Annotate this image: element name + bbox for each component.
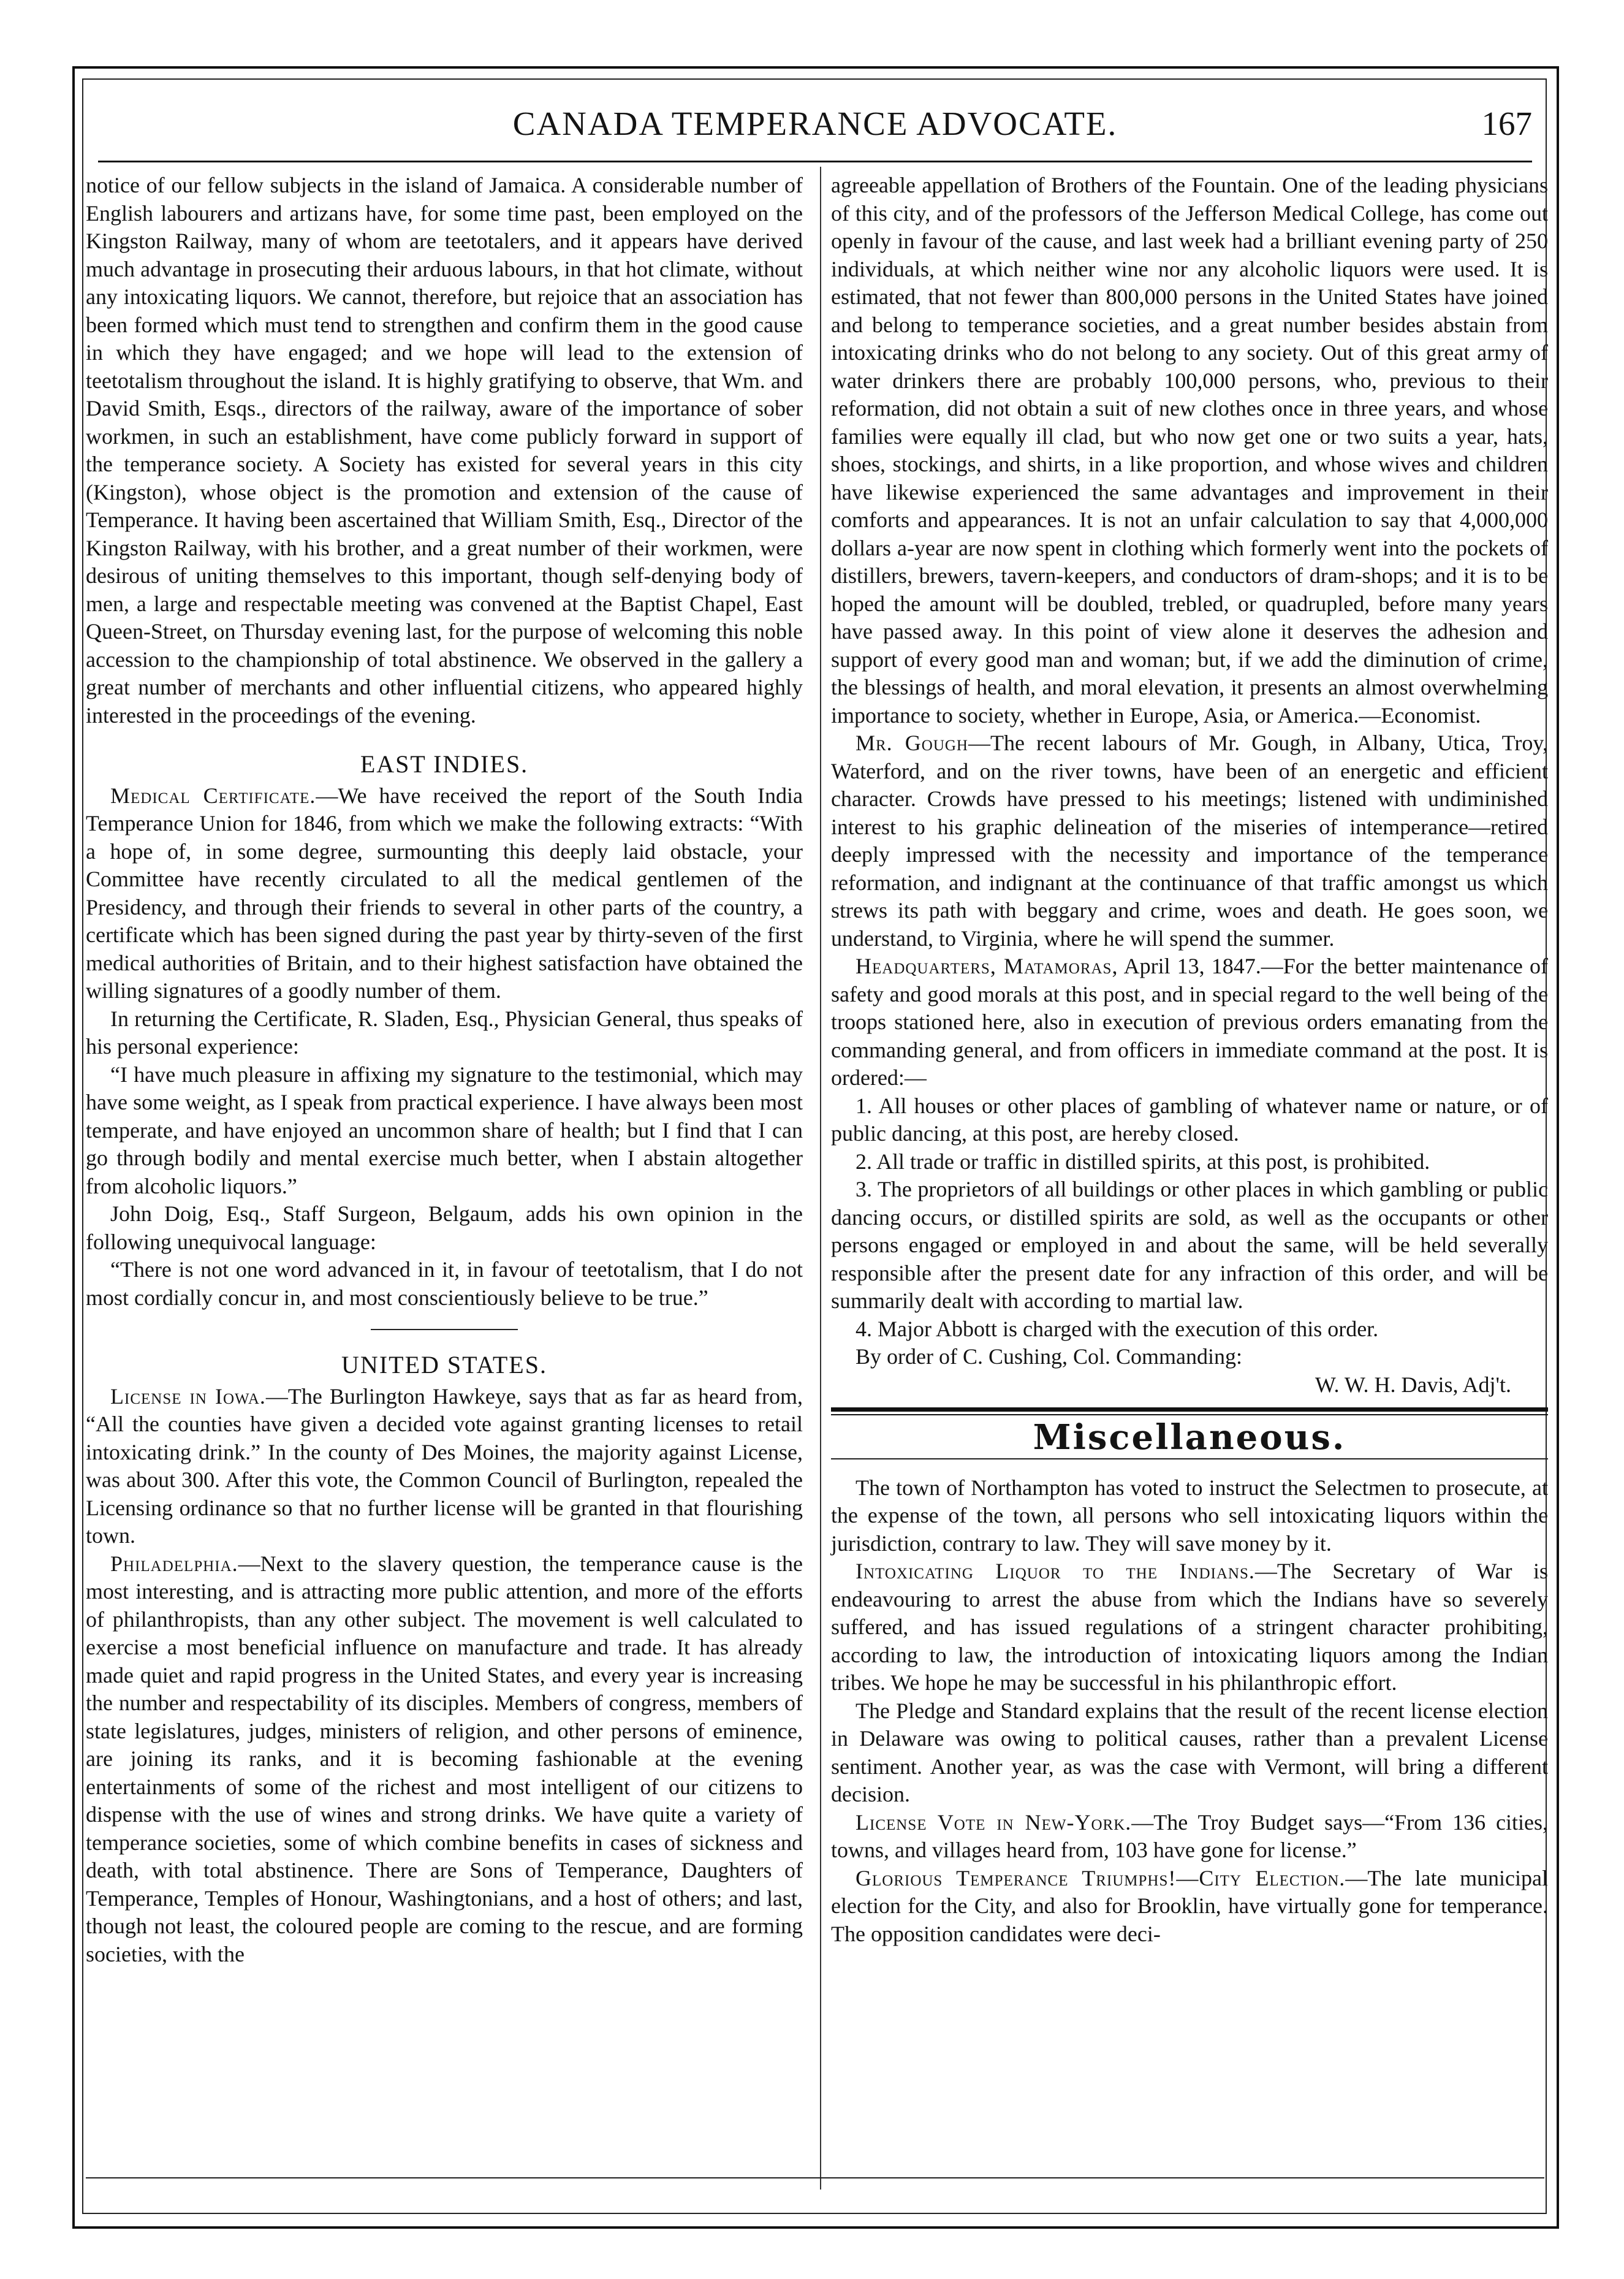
indians-body: —The Secretary of War is endeavouring to arrest the abuse from which the Indians have so severely suffered, and has issued regulations of a stringent character prohibiting, according to law, the introduction of intoxicating liquors among the Indian tribes. We hope he may be successful in his philanthropic effort. — [831, 1559, 1548, 1695]
bottom-rule — [86, 2177, 1544, 2178]
east-indies-heading: EAST INDIES. — [360, 750, 529, 778]
headquarters-lead: Headquarters, Matamoras, — [856, 954, 1118, 978]
doig-paragraph: John Doig, Esq., Staff Surgeon, Belgaum, adds his own opinion in the following unequivocal language: — [86, 1201, 803, 1254]
philadelphia-lead: Philadelphia. — [110, 1551, 238, 1576]
jamaica-paragraph: notice of our fellow subjects in the island of Jamaica. A considerable number of English labourers and artizans have, for some time past, been employed on the Kingston Railway, many of whom are teetotalers, and it appears have derived much advantage in prosecuting their arduous labours, in that hot climate, without any intoxicating liquors. We cannot, therefore, but rejoice that an association has been formed which must tend to strengthen and confirm them in the good cause in which they have engaged; and we hope will lead to the extension of teetotalism throughout the island. It is highly gratifying to observe, that Wm. and David Smith, Esqs., directors of the railway, aware of the importance of sober workmen, in such an establishment, have come publicly forward in support of the temperance society. A Society has existed for several years in this city (Kingston), whose object is the promotion and extension of the cause of Temperance. It having been ascertained that William Smith, Esq., Director of the Kingston Railway, with his brother, and a great number of their workmen, were desirous of uniting themselves to this important, though self-denying body of men, a large and respectable meeting was convened at the Baptist Chapel, East Queen-Street, on Thursday evening last, for the purpose of welcoming this noble accession to the championship of total abstinence. We observed in the gallery a great number of merchants and other influential citizens, who appeared highly interested in the proceedings of the evening. — [86, 173, 803, 728]
signature: W. W. H. Davis, Adj't. — [1315, 1372, 1511, 1397]
misc-bottom-rule — [831, 1458, 1548, 1459]
header-rule — [98, 161, 1532, 162]
order-item-1: 1. All houses or other places of gambling of whatever name or nature, or of public dancing, at this post, are hereby closed. — [831, 1093, 1548, 1146]
column-divider — [820, 167, 821, 2190]
ny-vote-paragraph — [831, 1809, 1548, 1865]
by-order-line: By order of C. Cushing, Col. Commanding: — [856, 1344, 1243, 1369]
iowa-body: —The Burlington Hawkeye, says that as far as heard from, “All the counties have given a decided vote against granting licenses to retail intoxicating drink.” In the county of Des Moines, the majority against License, was about 300. After this vote, the Common Council of Burlington, repealed the Licensing ordinance so that no further license will be granted in that flourishing town. — [86, 1383, 803, 1548]
headquarters-paragraph — [831, 953, 1548, 1092]
triumphs-body: —The late municipal election for the City, and also for Brooklin, have virtually gone for temperance. The opposition candidates were deci- — [831, 1865, 1548, 1946]
masthead-title: CANADA TEMPERANCE ADVOCATE. — [512, 105, 1118, 142]
page-header — [98, 104, 1532, 153]
returning-paragraph: In returning the Certificate, R. Sladen, Esq., Physician General, thus speaks of his personal experience: — [86, 1006, 803, 1059]
medical-certificate-lead: Medical Certificate. — [110, 783, 316, 808]
northampton-paragraph: The town of Northampton has voted to instruct the Selectmen to prosecute, at the expense of the town, all persons who sell intoxicating liquors within the jurisdiction, contrary to law. They will save money by it. — [831, 1475, 1548, 1556]
misc-rule-thin — [831, 1414, 1548, 1415]
gough-paragraph — [831, 729, 1548, 953]
medical-certificate-paragraph — [86, 782, 803, 1005]
section-rule — [371, 1329, 518, 1330]
page-number: 167 — [1481, 105, 1532, 142]
misc-rule-thick — [831, 1407, 1548, 1412]
iowa-paragraph — [86, 1383, 803, 1550]
gough-lead: Mr. Gough — [856, 731, 968, 755]
order-item-3: 3. The proprietors of all buildings or other places in which gambling or public dancing occurs, or distilled spirits are sold, as well as the occupants or other persons engaged or employed in and about the same, will be held severally responsible after the present date for any infraction of this order, and will be summarily dealt with according to martial law. — [831, 1177, 1548, 1313]
fountain-paragraph: agreeable appellation of Brothers of the Fountain. One of the leading physicians of this city, and of the professors of the Jefferson Medical College, has come out openly in favour of the cause, and last week had a brilliant evening party of 250 individuals, at which neither wine nor any alcoholic liquors were used. It is estimated, that not fewer than 800,000 persons in the United States have joined and belong to temperance societies, and a great number besides abstain from intoxicating drinks who do not belong to any society. Out of this great army of water drinkers there are probably 100,000 persons, who, previous to their reformation, did not obtain a suit of new clothes once in three years, and whose families were equally ill clad, but who now get one or two suits a year, hats, shoes, stockings, and shirts, in a like proportion, and whose wives and children have likewise experienced the same advantages and improvement in their comforts and appearances. It is not an unfair calculation to say that 4,000,000 dollars a-year are now spent in clothing which formerly went into the pockets of distillers, brewers, tavern-keepers, and conductors of dram-shops; and it is to be hoped the amount will be doubled, trebled, or quadrupled, before many years have passed away. In this point of view alone it deserves the adhesion and support of every good man and woman; but, if we add the diminution of crime, the blessings of health, and moral elevation, it presents an almost overwhelming importance to society, whether in Europe, Asia, or America.—Economist. — [831, 173, 1548, 728]
united-states-heading: UNITED STATES. — [341, 1351, 547, 1379]
doig-quote: “There is not one word advanced in it, in favour of teetotalism, that I do not most cordially concur in, and most conscientiously believe to be true.” — [86, 1257, 803, 1310]
headquarters-body: April 13, 1847.—For the better maintenance of safety and good morals at this post, and in special regard to the well being of the troops stationed here, also in execution of previous orders emanating from the commanding general, and from officers in immediate command at the post. It is ordered:— — [831, 954, 1548, 1090]
order-item-4: 4. Major Abbott is charged with the execution of this order. — [856, 1316, 1379, 1341]
triumphs-paragraph — [831, 1865, 1548, 1949]
order-item-2: 2. All trade or traffic in distilled spirits, at this post, is prohibited. — [856, 1149, 1430, 1174]
gough-body: —The recent labours of Mr. Gough, in Albany, Utica, Troy, Waterford, and on the river towns, have been of an energetic and efficient character. Crowds have pressed to his meetings; listened with undiminished interest to his graphic delineation of the miseries of intemperance—retired deeply impressed with the necessity and importance of the temperance reformation, and indignant at the continuance of that traffic amongst us which strews its path with beggary and crime, woes and death. He goes soon, we understand, to Virginia, where he will spend the summer. — [831, 731, 1548, 951]
indians-lead: Intoxicating Liquor to the Indians. — [856, 1559, 1255, 1583]
ny-vote-body: —The Troy Budget says—“From 136 cities, towns, and villages heard from, 103 have gone for license.” — [831, 1809, 1549, 1862]
left-column — [86, 172, 803, 1968]
iowa-lead: License in Iowa. — [110, 1383, 266, 1409]
right-column — [831, 172, 1548, 1948]
miscellaneous-heading: Miscellaneous. — [1033, 1417, 1346, 1458]
indians-paragraph — [831, 1558, 1548, 1697]
pledge-paragraph: The Pledge and Standard explains that the result of the recent license election in Delaware was owing to political causes, rather than a prevalent License sentiment. Another year, as was the case with Vermont, will bring a different decision. — [831, 1698, 1548, 1806]
medical-certificate-body: —We have received the report of the South India Temperance Union for 1846, from which we make the following extracts: “With a hope of, in some degree, surmounting this deeply laid obstacle, your Committee have recently circulated to all the medical gentlemen of the Presidency, and through their friends to several in other parts of the country, a certificate which has been signed during the past year by thirty-seven of the first medical authorities of Britain, and to their highest satisfaction have obtained the willing signatures of a goodly number of them. — [86, 783, 803, 1003]
triumphs-lead: Glorious Temperance Triumphs!—City Election. — [856, 1865, 1346, 1890]
philadelphia-paragraph — [86, 1550, 803, 1969]
ny-vote-lead: License Vote in New-York. — [856, 1809, 1132, 1835]
sladen-quote: “I have much pleasure in affixing my signature to the testimonial, which may have some weight, as I speak from practical experience. I have always been most temperate, and have enjoyed an uncommon share of health; but I find that I can go through bodily and mental exercise much better, when I abstain altogether from alcoholic liquors.” — [86, 1062, 803, 1198]
philadelphia-body: —Next to the slavery question, the temperance cause is the most interesting, and is attracting more public attention, and more of the efforts of philanthropists, than any other subject. The movement is well calculated to exercise a most beneficial influence on manufacture and trade. It has already made quiet and rapid progress in the United States, and every year is increasing the number and respectability of its disciples. Members of congress, members of state legislatures, judges, ministers of religion, and other persons of eminence, are joining its ranks, and it is becoming fashionable at the evening entertainments of some of the richest and most intelligent of our citizens to dispense with the use of wines and strong drinks. We have quite a variety of temperance societies, some of which combine benefits in cases of sickness and death, with total abstinence. There are Sons of Temperance, Daughters of Temperance, Temples of Honour, Washingtonians, and a host of others; and last, though not least, the coloured people are coming to the rescue, and are forming societies, with the — [86, 1551, 803, 1966]
